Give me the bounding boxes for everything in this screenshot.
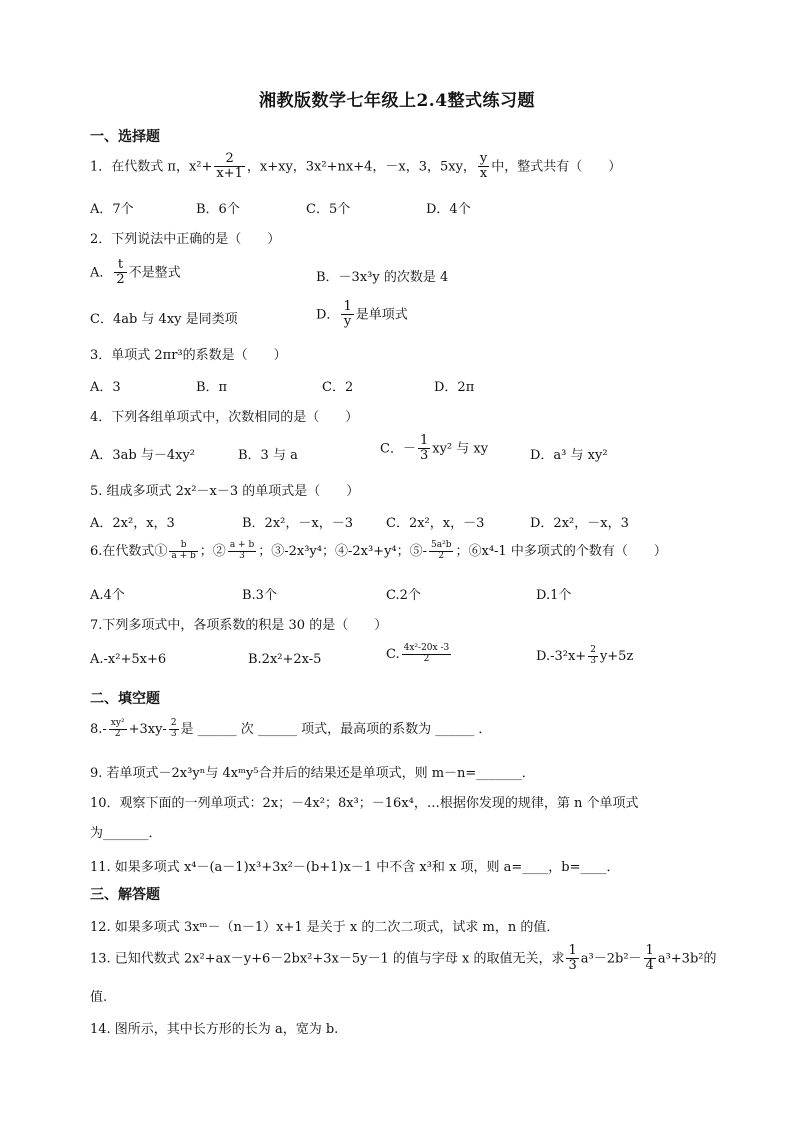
- q6-option-a: A.4个: [90, 588, 125, 603]
- q1-option-d: D．4个: [426, 202, 471, 217]
- question-7: 7.下列多项式中，各项系数的积是 30 的是（ ）: [90, 618, 388, 633]
- question-8: 8.- $\frac{\text{xy²}}{2}$ +3xy- $\frac{2}{3}$ 是 ______ 次 ______ 项式，最高项的系数为 ______ ．: [90, 718, 492, 739]
- q3-option-d: D．2π: [434, 380, 475, 395]
- q5-option-a: A．2x²，x，3: [90, 516, 175, 531]
- question-14: 14. 图所示，其中长方形的长为 a，宽为 b.: [90, 1022, 339, 1037]
- fraction: $\frac{\text{xy²}}{2}$: [110, 718, 125, 739]
- question-11: 11. 如果多项式 x⁴－(a－1)x³+3x²－(b+1)x－1 中不含 x³和 x 项，则 a=____，b=____．: [90, 860, 620, 875]
- fraction: $\frac{a + b}{3}$: [229, 540, 255, 561]
- fraction: $\frac{2}{x+1}$: [216, 151, 243, 182]
- q2-option-b: B．－3x³y 的次数是 4: [316, 270, 449, 285]
- fraction: $\frac{t}{2}$: [116, 257, 125, 288]
- q6-option-d: D.1个: [536, 588, 572, 603]
- q6-option-b: B.3个: [242, 588, 277, 603]
- question-9: 9. 若单项式－2x³yⁿ与 4xᵐy⁵合并后的结果还是单项式，则 m－n=_______．: [90, 766, 535, 781]
- fraction: $\frac{y}{x}$: [479, 151, 488, 182]
- fraction: $\frac{2}{3}$: [590, 645, 596, 666]
- q3-option-b: B．π: [196, 380, 228, 395]
- question-1: 1．在代数式 π，x²+ $\frac{2}{x+1}$ ，x+xy，3x²+nx+4，－x，3，5xy， $\frac{y}{x}$ 中，整式共有（ ）: [90, 151, 622, 182]
- q1-option-a: A．7个: [90, 202, 134, 217]
- fraction: $\frac{1}{3}$: [568, 943, 577, 974]
- q7-option-d: D.-3²x+ $\frac{2}{3}$ y+5z: [536, 645, 634, 666]
- q7-option-a: A.-x²+5x+6: [90, 652, 167, 667]
- section-heading-solve: 三、解答题: [90, 887, 160, 903]
- fraction: $\frac{1}{4}$: [645, 943, 654, 974]
- question-3: 3．单项式 2πr³的系数是（ ）: [90, 348, 287, 363]
- q3-option-c: C．2: [322, 380, 354, 395]
- question-13: 13. 已知代数式 2x²+ax－y+6－2bx²+3x－5y－1 的值与字母 x 的取值无关，求 $\frac{1}{3}$ a³－2b²－ $\frac{1}{4}$ a³+3b²的: [90, 943, 717, 974]
- question-10-line-2: 为_______．: [90, 826, 162, 841]
- fraction: $\frac{2}{3}$: [170, 718, 177, 739]
- q4-option-b: B．3 与 a: [238, 448, 298, 463]
- q7-option-b: B.2x²+2x-5: [248, 652, 322, 667]
- fraction: $\frac{\text{5a²b}}{2}$: [431, 540, 452, 561]
- q5-option-c: C．2x²，x，－3: [386, 516, 485, 531]
- question-13-line-2: 值.: [90, 990, 108, 1005]
- page-title: 湘教版数学七年级上2.4整式练习题: [258, 91, 536, 111]
- q2-option-c: C．4ab 与 4xy 是同类项: [90, 312, 238, 327]
- q2-option-a: A． $\frac{t}{2}$ 不是整式: [90, 257, 181, 288]
- section-heading-choice: 一、选择题: [90, 129, 160, 145]
- question-10-line-1: 10．观察下面的一列单项式：2x；－4x²；8x³；－16x⁴，…根据你发现的规律，第 n 个单项式: [90, 796, 639, 811]
- q5-option-d: D．2x²，－x，3: [530, 516, 629, 531]
- q4-option-d: D．a³ 与 xy²: [530, 448, 608, 463]
- fraction: $\frac{1}{y}$: [343, 299, 352, 330]
- fraction: $\frac{\text{4x²-20x -3}}{2}$: [403, 643, 450, 664]
- question-12: 12. 如果多项式 3xᵐ－（n－1）x+1 是关于 x 的二次二项式，试求 m，n 的值．: [90, 920, 560, 935]
- q2-option-d: D． $\frac{1}{y}$ 是单项式: [316, 299, 408, 330]
- question-5: 5. 组成多项式 2x²－x－3 的单项式是（ ）: [90, 484, 360, 499]
- section-heading-fill: 二、填空题: [90, 691, 160, 707]
- q4-option-c: C．－ $\frac{1}{3}$ xy² 与 xy: [380, 433, 489, 464]
- q3-option-a: A．3: [90, 380, 121, 395]
- fraction: $\frac{b}{a + b}$: [171, 540, 196, 561]
- q7-option-c: C. $\frac{\text{4x²-20x -3}}{2}$: [386, 643, 450, 664]
- q1-option-b: B．6个: [196, 202, 240, 217]
- fraction: $\frac{1}{3}$: [419, 433, 429, 464]
- q6-option-c: C.2个: [386, 588, 421, 603]
- question-6: 6.在代数式① $\frac{b}{a + b}$ ；② $\frac{a + b}{3}$ ；③-2x³y⁴；④-2x³+y⁴；⑤- $\frac{\text{5a²b}}{2}$ ；⑥x⁴-1 中多项式的个数有（ ）: [90, 540, 667, 561]
- question-2: 2．下列说法中正确的是（ ）: [90, 232, 281, 247]
- q4-option-a: A．3ab 与－4xy²: [90, 448, 196, 463]
- q5-option-b: B．2x²，－x，－3: [242, 516, 353, 531]
- question-4: 4．下列各组单项式中，次数相同的是（ ）: [90, 410, 359, 425]
- q1-option-c: C．5个: [306, 202, 351, 217]
